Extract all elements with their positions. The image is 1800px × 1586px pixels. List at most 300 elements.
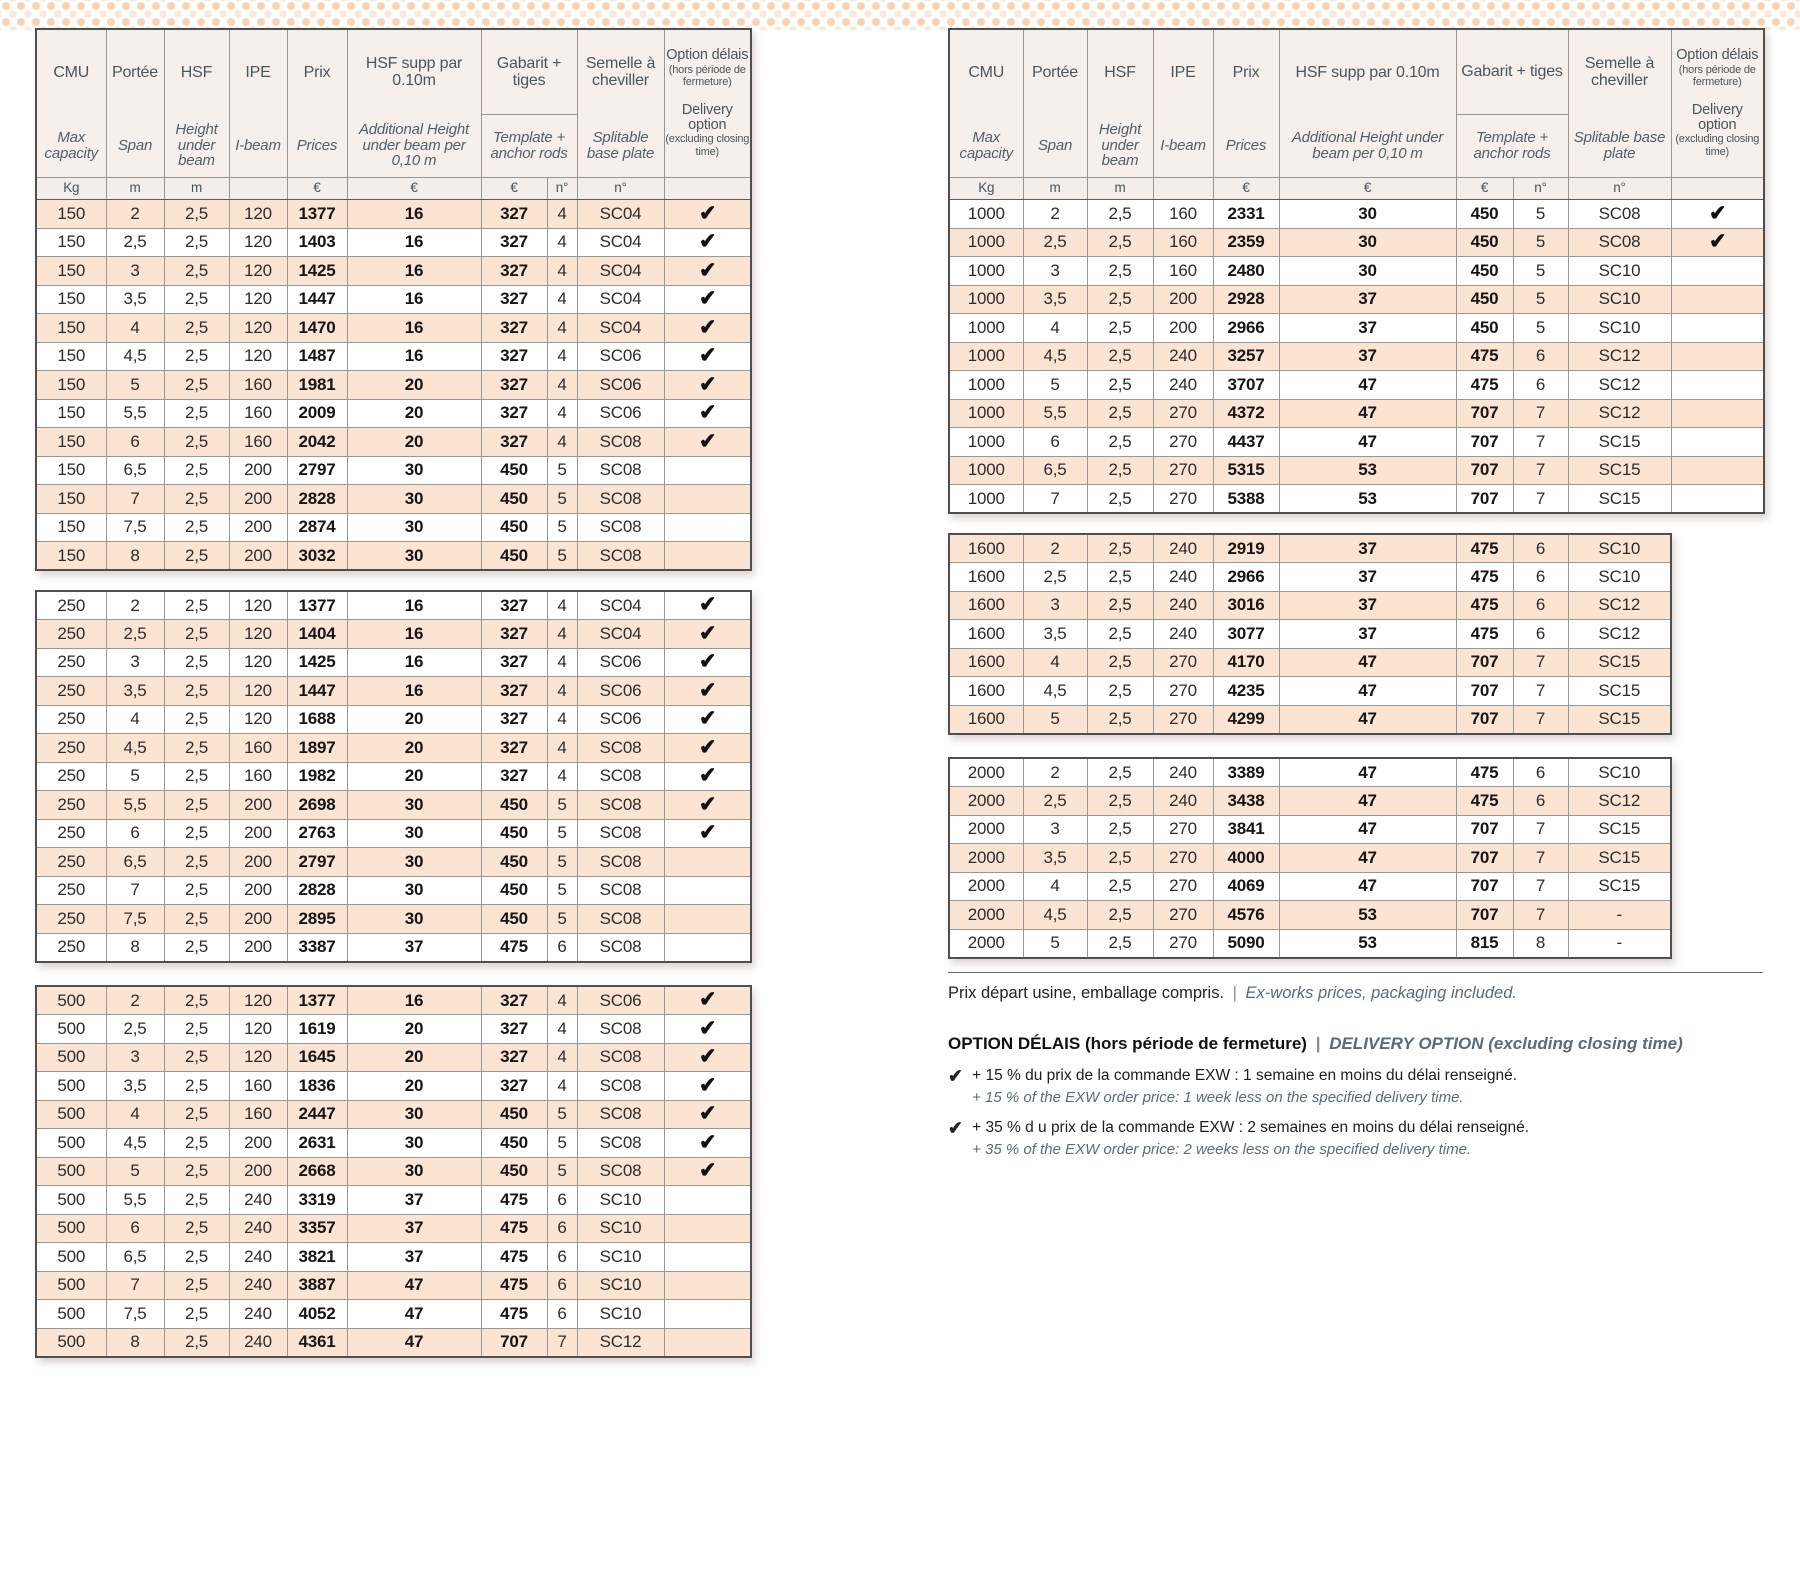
cell-hsf: 2,5 xyxy=(164,933,229,962)
cell-delivery-option xyxy=(1671,228,1764,257)
cell-price: 2763 xyxy=(287,819,347,848)
cell-template-eur: 327 xyxy=(481,200,547,229)
cell-base-plate: SC10 xyxy=(577,1186,664,1215)
check-icon: ✔ xyxy=(697,1101,717,1126)
cell-delivery-option xyxy=(1671,342,1764,371)
cell-delivery-option xyxy=(1671,428,1764,457)
cell-base-plate: SC10 xyxy=(1568,534,1671,563)
cell-template-eur: 475 xyxy=(481,1300,547,1329)
cell-base-plate: SC04 xyxy=(577,314,664,343)
cell-span: 3,5 xyxy=(1023,285,1087,314)
cell-ipe: 120 xyxy=(229,200,287,229)
cell-cmu: 250 xyxy=(36,705,106,734)
cell-hsf-supp: 16 xyxy=(347,200,481,229)
cell-span: 2,5 xyxy=(1023,228,1087,257)
cell-base-plate: SC06 xyxy=(577,705,664,734)
cell-ipe: 200 xyxy=(229,542,287,571)
check-icon: ✔ xyxy=(697,1130,717,1155)
cell-base-plate: SC15 xyxy=(1568,815,1671,844)
cell-template-n: 6 xyxy=(1513,563,1568,592)
cell-hsf: 2,5 xyxy=(164,620,229,649)
cell-template-eur: 327 xyxy=(481,257,547,286)
cell-template-eur: 327 xyxy=(481,677,547,706)
cell-template-n: 6 xyxy=(1513,342,1568,371)
cell-span: 2 xyxy=(1023,200,1087,229)
cell-delivery-option xyxy=(664,1129,751,1158)
cell-template-n: 5 xyxy=(547,542,577,571)
delivery-option-line-2 xyxy=(948,1119,1763,1158)
cell-price: 2966 xyxy=(1213,314,1279,343)
cell-price: 1981 xyxy=(287,371,347,400)
cell-template-n: 7 xyxy=(1513,648,1568,677)
cell-delivery-option xyxy=(664,1328,751,1357)
cell-template-eur: 475 xyxy=(1456,787,1513,816)
exworks-note-en: Ex-works prices, packaging included. xyxy=(1245,984,1517,1002)
cell-price: 2928 xyxy=(1213,285,1279,314)
check-icon: ✔ xyxy=(697,286,717,311)
decorative-dot-pattern xyxy=(0,0,1800,30)
cell-template-n: 4 xyxy=(547,285,577,314)
cell-cmu: 1600 xyxy=(949,648,1023,677)
cell-ipe: 200 xyxy=(229,513,287,542)
cell-cmu: 500 xyxy=(36,1186,106,1215)
cell-span: 2 xyxy=(1023,534,1087,563)
table-row xyxy=(36,542,751,571)
cell-cmu: 1000 xyxy=(949,228,1023,257)
cell-delivery-option xyxy=(664,876,751,905)
cell-template-n: 7 xyxy=(1513,901,1568,930)
column-header-price xyxy=(1213,29,1279,178)
cell-base-plate: SC15 xyxy=(1568,428,1671,457)
cell-hsf-supp: 20 xyxy=(347,1015,481,1044)
cell-price: 1645 xyxy=(287,1043,347,1072)
cell-hsf-supp: 30 xyxy=(1279,257,1456,286)
cell-template-n: 7 xyxy=(1513,677,1568,706)
cell-price: 1982 xyxy=(287,762,347,791)
cell-ipe: 270 xyxy=(1153,705,1213,734)
cell-base-plate: SC15 xyxy=(1568,872,1671,901)
cell-hsf: 2,5 xyxy=(164,1214,229,1243)
check-icon: ✔ xyxy=(697,201,717,226)
table-row xyxy=(36,1015,751,1044)
delivery-option-fr: Option délais xyxy=(666,47,749,64)
cell-price: 4052 xyxy=(287,1300,347,1329)
cell-template-eur: 707 xyxy=(1456,648,1513,677)
cell-delivery-option xyxy=(1671,285,1764,314)
table-row xyxy=(949,872,1671,901)
cell-base-plate: SC08 xyxy=(577,1043,664,1072)
cell-span: 6 xyxy=(106,428,164,457)
cell-template-eur: 450 xyxy=(481,513,547,542)
cell-template-n: 4 xyxy=(547,705,577,734)
cell-ipe: 160 xyxy=(1153,228,1213,257)
cell-base-plate: SC10 xyxy=(577,1271,664,1300)
delivery-option-header xyxy=(1672,30,1764,177)
cell-template-n: 6 xyxy=(1513,787,1568,816)
cell-hsf-supp: 47 xyxy=(1279,648,1456,677)
table-row xyxy=(36,648,751,677)
cell-delivery-option xyxy=(664,1015,751,1044)
cell-span: 5 xyxy=(1023,371,1087,400)
cell-template-n: 6 xyxy=(1513,591,1568,620)
cell-template-n: 4 xyxy=(547,342,577,371)
cell-cmu: 500 xyxy=(36,1129,106,1158)
cell-hsf: 2,5 xyxy=(1087,485,1153,514)
cell-span: 2 xyxy=(106,591,164,620)
cell-base-plate: SC06 xyxy=(577,986,664,1015)
cell-price: 1470 xyxy=(287,314,347,343)
table-row xyxy=(36,371,751,400)
cell-cmu: 1600 xyxy=(949,563,1023,592)
cell-template-eur: 450 xyxy=(1456,314,1513,343)
cell-hsf: 2,5 xyxy=(164,371,229,400)
cell-price: 4170 xyxy=(1213,648,1279,677)
cell-template-eur: 475 xyxy=(481,1186,547,1215)
cell-ipe: 160 xyxy=(229,371,287,400)
cell-template-n: 7 xyxy=(1513,456,1568,485)
cell-base-plate: SC06 xyxy=(577,342,664,371)
cell-cmu: 1000 xyxy=(949,456,1023,485)
cell-span: 5 xyxy=(1023,705,1087,734)
cell-base-plate: SC08 xyxy=(577,542,664,571)
cell-cmu: 250 xyxy=(36,876,106,905)
cell-price: 2698 xyxy=(287,791,347,820)
cell-base-plate: SC08 xyxy=(577,876,664,905)
cell-template-eur: 707 xyxy=(481,1328,547,1357)
column-header-en: I-beam xyxy=(235,136,281,154)
table-row xyxy=(949,399,1764,428)
cell-base-plate: SC08 xyxy=(577,1100,664,1129)
table-row xyxy=(36,1072,751,1101)
cell-hsf: 2,5 xyxy=(1087,648,1153,677)
cell-cmu: 250 xyxy=(36,905,106,934)
table-row xyxy=(949,758,1671,787)
header-row xyxy=(949,29,1764,178)
cell-span: 3,5 xyxy=(106,1072,164,1101)
cell-span: 4 xyxy=(1023,648,1087,677)
check-icon: ✔ xyxy=(1707,201,1727,226)
cell-ipe: 160 xyxy=(229,1100,287,1129)
cell-hsf-supp: 47 xyxy=(1279,705,1456,734)
cell-hsf-supp: 47 xyxy=(1279,428,1456,457)
unit-ipe xyxy=(1153,178,1213,200)
cell-base-plate: SC10 xyxy=(1568,285,1671,314)
cell-span: 2,5 xyxy=(106,1015,164,1044)
cell-cmu: 150 xyxy=(36,542,106,571)
cell-template-eur: 327 xyxy=(481,762,547,791)
table-row xyxy=(36,285,751,314)
cell-base-plate: SC08 xyxy=(577,456,664,485)
cell-hsf-supp: 30 xyxy=(1279,200,1456,229)
cell-hsf-supp: 20 xyxy=(347,1072,481,1101)
cell-base-plate: SC08 xyxy=(577,1072,664,1101)
cell-template-n: 5 xyxy=(1513,285,1568,314)
column-header-en: Template + anchor rods xyxy=(490,128,568,162)
table-row xyxy=(36,1186,751,1215)
cell-delivery-option xyxy=(664,485,751,514)
cell-price: 5090 xyxy=(1213,929,1279,958)
cell-price: 3257 xyxy=(1213,342,1279,371)
cell-cmu: 150 xyxy=(36,200,106,229)
cell-delivery-option xyxy=(664,705,751,734)
unit-hsf: m xyxy=(164,178,229,200)
cell-hsf-supp: 47 xyxy=(1279,872,1456,901)
cell-template-n: 7 xyxy=(1513,428,1568,457)
table-row xyxy=(36,228,751,257)
cell-hsf-supp: 20 xyxy=(347,428,481,457)
cell-cmu: 1000 xyxy=(949,342,1023,371)
cell-ipe: 120 xyxy=(229,342,287,371)
delivery-option-en-small: (excluding closing time) xyxy=(665,133,750,158)
cell-hsf: 2,5 xyxy=(1087,929,1153,958)
cell-template-eur: 327 xyxy=(481,705,547,734)
cell-hsf: 2,5 xyxy=(164,399,229,428)
cell-hsf-supp: 37 xyxy=(347,933,481,962)
cell-hsf: 2,5 xyxy=(1087,705,1153,734)
table-row xyxy=(36,620,751,649)
cell-template-n: 6 xyxy=(1513,620,1568,649)
cell-cmu: 500 xyxy=(36,1328,106,1357)
cell-span: 4 xyxy=(106,705,164,734)
cell-ipe: 200 xyxy=(229,1157,287,1186)
cell-template-eur: 450 xyxy=(481,456,547,485)
cell-hsf-supp: 20 xyxy=(347,705,481,734)
cell-span: 4,5 xyxy=(1023,901,1087,930)
cell-cmu: 1000 xyxy=(949,200,1023,229)
cell-template-n: 4 xyxy=(547,200,577,229)
cell-ipe: 270 xyxy=(1153,815,1213,844)
cell-hsf: 2,5 xyxy=(1087,200,1153,229)
column-header-price xyxy=(287,29,347,178)
cell-ipe: 240 xyxy=(1153,534,1213,563)
cell-ipe: 120 xyxy=(229,986,287,1015)
cell-template-n: 4 xyxy=(547,591,577,620)
column-header-delivery-option xyxy=(664,29,751,178)
cell-base-plate: SC08 xyxy=(577,933,664,962)
cell-hsf-supp: 30 xyxy=(347,485,481,514)
cell-base-plate: SC12 xyxy=(1568,342,1671,371)
cell-template-n: 6 xyxy=(547,933,577,962)
cell-hsf: 2,5 xyxy=(164,513,229,542)
cell-hsf: 2,5 xyxy=(1087,534,1153,563)
cell-delivery-option xyxy=(664,734,751,763)
table-row xyxy=(36,513,751,542)
cell-span: 5,5 xyxy=(106,399,164,428)
table-row xyxy=(949,257,1764,286)
cell-span: 5,5 xyxy=(106,791,164,820)
cell-template-n: 7 xyxy=(1513,872,1568,901)
cell-cmu: 250 xyxy=(36,734,106,763)
cell-template-eur: 475 xyxy=(1456,591,1513,620)
cell-base-plate: SC12 xyxy=(1568,620,1671,649)
unit-ipe xyxy=(229,178,287,200)
cell-price: 1619 xyxy=(287,1015,347,1044)
cell-cmu: 1000 xyxy=(949,285,1023,314)
delivery-option-line-2-fr: + 35 % d u prix de la commande EXW : 2 semaines en moins du délai renseigné. xyxy=(972,1119,1530,1136)
cell-span: 4,5 xyxy=(1023,677,1087,706)
table-row xyxy=(36,1100,751,1129)
cell-cmu: 1600 xyxy=(949,591,1023,620)
column-header-fr: CMU xyxy=(53,63,90,81)
cell-template-n: 4 xyxy=(547,620,577,649)
cell-hsf: 2,5 xyxy=(1087,901,1153,930)
cell-base-plate: SC15 xyxy=(1568,648,1671,677)
table-row xyxy=(36,200,751,229)
table-row xyxy=(36,734,751,763)
unit-template-eur: € xyxy=(481,178,547,200)
cell-span: 2 xyxy=(106,200,164,229)
cell-template-n: 4 xyxy=(547,1072,577,1101)
cell-template-eur: 450 xyxy=(481,485,547,514)
cell-hsf: 2,5 xyxy=(164,1043,229,1072)
cell-template-n: 5 xyxy=(547,513,577,542)
unit-span: m xyxy=(1023,178,1087,200)
column-header-template-anchor xyxy=(481,29,577,178)
cell-hsf-supp: 30 xyxy=(347,791,481,820)
cell-hsf: 2,5 xyxy=(1087,257,1153,286)
unit-base-plate: n° xyxy=(1568,178,1671,200)
unit-delivery-option xyxy=(1671,178,1764,200)
column-header-fr: HSF supp par 0.10m xyxy=(1295,63,1440,81)
check-icon: ✔ xyxy=(697,1073,717,1098)
cell-price: 2828 xyxy=(287,485,347,514)
cell-cmu: 250 xyxy=(36,762,106,791)
cell-span: 8 xyxy=(106,933,164,962)
units-row xyxy=(36,178,751,200)
cell-ipe: 200 xyxy=(1153,314,1213,343)
column-header-fr: Semelle à cheviller xyxy=(585,55,656,89)
cell-span: 2,5 xyxy=(106,228,164,257)
cell-price: 1403 xyxy=(287,228,347,257)
cell-ipe: 240 xyxy=(229,1328,287,1357)
cell-cmu: 2000 xyxy=(949,758,1023,787)
cell-base-plate: SC08 xyxy=(577,1129,664,1158)
cell-hsf-supp: 47 xyxy=(1279,758,1456,787)
exworks-note-fr: Prix départ usine, emballage compris. xyxy=(948,984,1225,1002)
cell-cmu: 1000 xyxy=(949,314,1023,343)
cell-template-eur: 475 xyxy=(1456,758,1513,787)
cell-template-eur: 707 xyxy=(1456,456,1513,485)
cell-base-plate: SC04 xyxy=(577,257,664,286)
cell-span: 3 xyxy=(1023,257,1087,286)
cell-base-plate: SC10 xyxy=(1568,758,1671,787)
cell-ipe: 240 xyxy=(1153,620,1213,649)
table-row xyxy=(36,1129,751,1158)
cell-delivery-option xyxy=(664,1214,751,1243)
cell-price: 2359 xyxy=(1213,228,1279,257)
cell-span: 6 xyxy=(1023,428,1087,457)
cell-ipe: 270 xyxy=(1153,428,1213,457)
cell-hsf-supp: 16 xyxy=(347,342,481,371)
cell-template-eur: 450 xyxy=(481,791,547,820)
cell-template-n: 7 xyxy=(547,1328,577,1357)
price-table-1000kg xyxy=(948,28,1765,514)
cell-span: 8 xyxy=(106,1328,164,1357)
delivery-option-line-1-en: + 15 % of the EXW order price: 1 week less on the specified delivery time. xyxy=(972,1089,1464,1106)
delivery-option-line-1-fr: + 15 % du prix de la commande EXW : 1 semaine en moins du délai renseigné. xyxy=(972,1067,1518,1084)
check-icon: ✔ xyxy=(697,229,717,254)
column-header-en: Template + anchor rods xyxy=(1473,128,1551,162)
cell-cmu: 250 xyxy=(36,791,106,820)
cell-hsf-supp: 16 xyxy=(347,591,481,620)
cell-template-n: 7 xyxy=(1513,485,1568,514)
cell-template-n: 6 xyxy=(547,1214,577,1243)
cell-cmu: 150 xyxy=(36,456,106,485)
delivery-option-fr: Option délais xyxy=(1676,47,1759,64)
table-row xyxy=(949,787,1671,816)
cell-span: 4,5 xyxy=(106,1129,164,1158)
cell-template-n: 5 xyxy=(1513,314,1568,343)
check-icon: ✔ xyxy=(697,1016,717,1041)
cell-hsf: 2,5 xyxy=(164,542,229,571)
cell-hsf-supp: 47 xyxy=(1279,371,1456,400)
cell-ipe: 270 xyxy=(1153,872,1213,901)
cell-hsf-supp: 16 xyxy=(347,285,481,314)
column-header-hsf-supp xyxy=(1279,29,1456,178)
cell-ipe: 200 xyxy=(229,848,287,877)
separator: | xyxy=(1315,1034,1321,1053)
check-icon: ✔ xyxy=(697,988,717,1012)
delivery-option-heading xyxy=(948,1034,1763,1054)
cell-span: 5,5 xyxy=(1023,399,1087,428)
cell-delivery-option xyxy=(664,1243,751,1272)
cell-template-eur: 475 xyxy=(1456,371,1513,400)
cell-template-eur: 707 xyxy=(1456,844,1513,873)
table-row xyxy=(36,399,751,428)
cell-base-plate: SC08 xyxy=(577,905,664,934)
column-header-fr: Prix xyxy=(303,63,331,81)
cell-hsf: 2,5 xyxy=(1087,342,1153,371)
cell-delivery-option xyxy=(1671,200,1764,229)
cell-price: 3387 xyxy=(287,933,347,962)
cell-cmu: 2000 xyxy=(949,844,1023,873)
cell-delivery-option xyxy=(664,677,751,706)
cell-template-eur: 707 xyxy=(1456,901,1513,930)
cell-price: 1447 xyxy=(287,677,347,706)
cell-hsf: 2,5 xyxy=(164,591,229,620)
cell-base-plate: SC15 xyxy=(1568,677,1671,706)
column-header-en: Max capacity xyxy=(44,128,98,162)
check-icon: ✔ xyxy=(697,678,717,703)
table-row xyxy=(949,929,1671,958)
cell-cmu: 150 xyxy=(36,399,106,428)
cell-delivery-option xyxy=(664,200,751,229)
cell-template-eur: 707 xyxy=(1456,677,1513,706)
table-row xyxy=(949,648,1671,677)
cell-hsf-supp: 30 xyxy=(347,456,481,485)
cell-ipe: 200 xyxy=(229,485,287,514)
cell-template-n: 8 xyxy=(1513,929,1568,958)
cell-hsf-supp: 37 xyxy=(1279,534,1456,563)
table-row xyxy=(36,791,751,820)
cell-hsf: 2,5 xyxy=(164,848,229,877)
cell-span: 3,5 xyxy=(1023,620,1087,649)
cell-hsf-supp: 16 xyxy=(347,228,481,257)
cell-template-eur: 327 xyxy=(481,986,547,1015)
cell-template-eur: 327 xyxy=(481,1015,547,1044)
cell-span: 3 xyxy=(106,257,164,286)
cell-span: 7,5 xyxy=(106,905,164,934)
cell-ipe: 240 xyxy=(1153,563,1213,592)
column-header-fr: Portée xyxy=(1032,63,1078,81)
column-header-en: Span xyxy=(1037,136,1073,154)
column-header-en: Height under beam xyxy=(175,120,218,170)
cell-span: 7 xyxy=(106,1271,164,1300)
cell-ipe: 200 xyxy=(229,1129,287,1158)
cell-price: 1688 xyxy=(287,705,347,734)
cell-base-plate: SC10 xyxy=(1568,257,1671,286)
cell-template-eur: 450 xyxy=(481,848,547,877)
